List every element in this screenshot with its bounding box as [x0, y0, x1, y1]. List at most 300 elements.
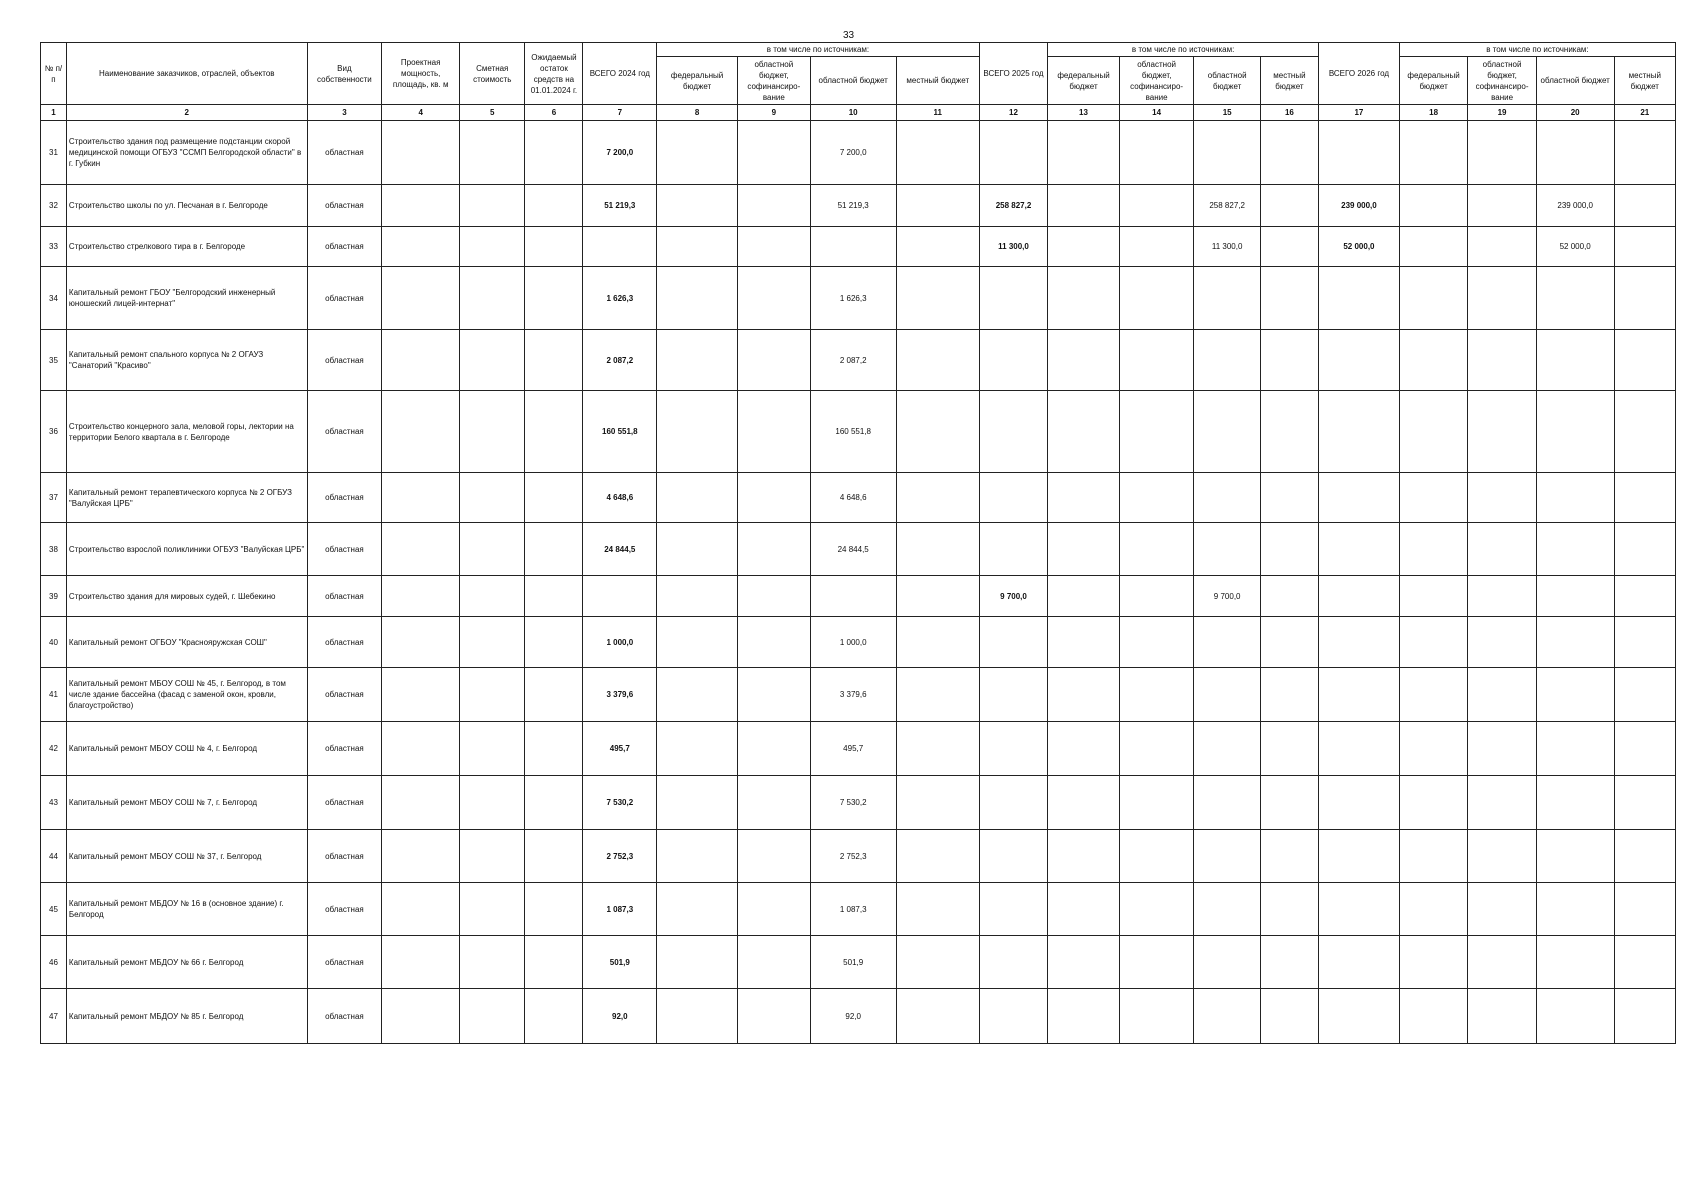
total-2024: 51 219,3: [583, 185, 657, 227]
table-row: [41, 267, 1676, 330]
local-2025: [1260, 936, 1318, 989]
local-2024: [896, 330, 979, 391]
regional-cofin-2024: [738, 121, 811, 185]
object-name: Капитальный ремонт терапевтического корпуса № 2 ОГБУЗ "Валуйская ЦРБ": [66, 473, 307, 523]
regional-2024: 92,0: [810, 989, 896, 1044]
regional-cofin-2025: [1119, 936, 1194, 989]
column-number: 10: [810, 105, 896, 121]
total-2024: 7 530,2: [583, 776, 657, 830]
regional-2024: 1 087,3: [810, 883, 896, 936]
regional-cofin-2025: [1119, 617, 1194, 668]
regional-2026: 52 000,0: [1536, 227, 1614, 267]
regional-2026: [1536, 267, 1614, 330]
regional-cofin-2025: [1119, 776, 1194, 830]
regional-cofin-2025: [1119, 523, 1194, 576]
regional-2025: [1194, 523, 1260, 576]
regional-2026: [1536, 121, 1614, 185]
object-name: Строительство здания для мировых судей, г. Шебекино: [66, 576, 307, 617]
remainder: [525, 523, 583, 576]
federal-2025: [1048, 330, 1120, 391]
federal-2026: [1399, 936, 1467, 989]
ownership-type: областная: [307, 722, 382, 776]
estimate-cost: [460, 330, 525, 391]
remainder: [525, 121, 583, 185]
column-number: 16: [1260, 105, 1318, 121]
regional-2025: [1194, 330, 1260, 391]
row-number: 33: [41, 227, 67, 267]
regional-cofin-2024: [738, 473, 811, 523]
federal-2025: [1048, 523, 1120, 576]
page-number: 33: [842, 30, 855, 41]
regional-cofin-2025: [1119, 576, 1194, 617]
total-2025: [979, 391, 1047, 473]
regional-2025: [1194, 617, 1260, 668]
column-number: 18: [1399, 105, 1467, 121]
total-2026: [1318, 267, 1399, 330]
federal-2026: [1399, 617, 1467, 668]
regional-2025: [1194, 121, 1260, 185]
estimate-cost: [460, 121, 525, 185]
regional-2024: 1 626,3: [810, 267, 896, 330]
row-number: 38: [41, 523, 67, 576]
total-2025: [979, 989, 1047, 1044]
local-2025: [1260, 391, 1318, 473]
regional-cofin-2026: [1468, 617, 1536, 668]
regional-2024: 4 648,6: [810, 473, 896, 523]
local-2026: [1614, 989, 1675, 1044]
regional-cofin-2025: [1119, 668, 1194, 722]
column-number: 3: [307, 105, 382, 121]
local-2025: [1260, 883, 1318, 936]
regional-2024: 7 200,0: [810, 121, 896, 185]
table-row: [41, 330, 1676, 391]
total-2026: [1318, 722, 1399, 776]
regional-cofin-2026: [1468, 330, 1536, 391]
federal-2024: [657, 668, 738, 722]
capacity: [382, 668, 460, 722]
regional-cofin-2025: [1119, 473, 1194, 523]
regional-cofin-2026: [1468, 227, 1536, 267]
federal-2025: [1048, 473, 1120, 523]
federal-2025: [1048, 668, 1120, 722]
ownership-type: областная: [307, 936, 382, 989]
local-2024: [896, 776, 979, 830]
local-2026: [1614, 830, 1675, 883]
total-2024: 1 000,0: [583, 617, 657, 668]
federal-2026: [1399, 267, 1467, 330]
local-2026: [1614, 121, 1675, 185]
header-federal-2026: федеральный бюджет: [1399, 57, 1467, 105]
regional-2024: 1 000,0: [810, 617, 896, 668]
federal-2026: [1399, 473, 1467, 523]
regional-cofin-2024: [738, 989, 811, 1044]
federal-2024: [657, 185, 738, 227]
regional-cofin-2025: [1119, 227, 1194, 267]
regional-2026: [1536, 473, 1614, 523]
capacity: [382, 121, 460, 185]
local-2024: [896, 830, 979, 883]
total-2024: 495,7: [583, 722, 657, 776]
estimate-cost: [460, 830, 525, 883]
total-2026: [1318, 830, 1399, 883]
regional-cofin-2024: [738, 185, 811, 227]
investment-table: [40, 42, 1676, 1044]
object-name: Строительство здания под размещение подстанции скорой медицинской помощи ОГБУЗ "ССМП Белгородской области" в г. Губкин: [66, 121, 307, 185]
regional-2025: [1194, 936, 1260, 989]
ownership-type: областная: [307, 330, 382, 391]
local-2026: [1614, 523, 1675, 576]
header-regional-cofin-2026: областной бюджет, софинансиро-вание: [1468, 57, 1536, 105]
regional-2024: [810, 227, 896, 267]
local-2024: [896, 936, 979, 989]
capacity: [382, 185, 460, 227]
regional-2026: [1536, 936, 1614, 989]
local-2026: [1614, 776, 1675, 830]
estimate-cost: [460, 936, 525, 989]
estimate-cost: [460, 576, 525, 617]
header-local-2024: местный бюджет: [896, 57, 979, 105]
remainder: [525, 391, 583, 473]
total-2025: [979, 267, 1047, 330]
ownership-type: областная: [307, 989, 382, 1044]
column-number: 4: [382, 105, 460, 121]
regional-cofin-2024: [738, 722, 811, 776]
table-body: [41, 105, 1676, 1044]
header-regional-2025: областной бюджет: [1194, 57, 1260, 105]
row-number: 31: [41, 121, 67, 185]
total-2026: [1318, 121, 1399, 185]
estimate-cost: [460, 391, 525, 473]
local-2026: [1614, 668, 1675, 722]
row-number: 42: [41, 722, 67, 776]
estimate-cost: [460, 523, 525, 576]
federal-2024: [657, 883, 738, 936]
estimate-cost: [460, 617, 525, 668]
total-2024: 3 379,6: [583, 668, 657, 722]
local-2026: [1614, 576, 1675, 617]
federal-2024: [657, 936, 738, 989]
regional-cofin-2025: [1119, 267, 1194, 330]
regional-2025: [1194, 668, 1260, 722]
total-2025: [979, 668, 1047, 722]
total-2025: [979, 776, 1047, 830]
local-2025: [1260, 330, 1318, 391]
total-2026: [1318, 523, 1399, 576]
table-row: [41, 989, 1676, 1044]
federal-2026: [1399, 227, 1467, 267]
remainder: [525, 776, 583, 830]
table-row: [41, 185, 1676, 227]
regional-cofin-2024: [738, 776, 811, 830]
row-number: 47: [41, 989, 67, 1044]
table-row: [41, 121, 1676, 185]
row-number: 37: [41, 473, 67, 523]
local-2024: [896, 722, 979, 776]
ownership-type: областная: [307, 523, 382, 576]
federal-2025: [1048, 391, 1120, 473]
regional-2025: [1194, 989, 1260, 1044]
regional-cofin-2026: [1468, 473, 1536, 523]
regional-cofin-2026: [1468, 523, 1536, 576]
header-total-2024: ВСЕГО 2024 год: [583, 43, 657, 105]
local-2024: [896, 617, 979, 668]
local-2025: [1260, 668, 1318, 722]
local-2025: [1260, 185, 1318, 227]
estimate-cost: [460, 227, 525, 267]
local-2026: [1614, 185, 1675, 227]
local-2026: [1614, 330, 1675, 391]
federal-2024: [657, 617, 738, 668]
header-name: Наименование заказчиков, отраслей, объектов: [66, 43, 307, 105]
regional-cofin-2024: [738, 830, 811, 883]
column-number: 21: [1614, 105, 1675, 121]
total-2024: 4 648,6: [583, 473, 657, 523]
total-2024: 1 626,3: [583, 267, 657, 330]
federal-2025: [1048, 267, 1120, 330]
local-2024: [896, 121, 979, 185]
local-2025: [1260, 121, 1318, 185]
total-2025: 11 300,0: [979, 227, 1047, 267]
federal-2025: [1048, 936, 1120, 989]
estimate-cost: [460, 473, 525, 523]
total-2025: [979, 830, 1047, 883]
regional-cofin-2024: [738, 668, 811, 722]
header-total-2026: ВСЕГО 2026 год: [1318, 43, 1399, 105]
header-sources-2025: в том числе по источникам:: [1048, 43, 1319, 57]
total-2024: 2 752,3: [583, 830, 657, 883]
total-2024: 501,9: [583, 936, 657, 989]
table-row: [41, 668, 1676, 722]
total-2024: [583, 576, 657, 617]
local-2026: [1614, 267, 1675, 330]
regional-2026: [1536, 523, 1614, 576]
total-2026: [1318, 668, 1399, 722]
regional-cofin-2026: [1468, 185, 1536, 227]
regional-cofin-2026: [1468, 722, 1536, 776]
total-2026: 52 000,0: [1318, 227, 1399, 267]
row-number: 39: [41, 576, 67, 617]
header-no: № п/п: [41, 43, 67, 105]
regional-cofin-2026: [1468, 668, 1536, 722]
regional-cofin-2026: [1468, 830, 1536, 883]
local-2026: [1614, 617, 1675, 668]
regional-2025: [1194, 473, 1260, 523]
local-2024: [896, 473, 979, 523]
local-2024: [896, 668, 979, 722]
federal-2026: [1399, 883, 1467, 936]
capacity: [382, 391, 460, 473]
remainder: [525, 668, 583, 722]
object-name: Капитальный ремонт МБДОУ № 16 в (основное здание) г. Белгород: [66, 883, 307, 936]
total-2026: 239 000,0: [1318, 185, 1399, 227]
object-name: Строительство взрослой поликлиники ОГБУЗ "Валуйская ЦРБ": [66, 523, 307, 576]
regional-2026: [1536, 391, 1614, 473]
table-row: [41, 523, 1676, 576]
table-row: [41, 473, 1676, 523]
total-2026: [1318, 473, 1399, 523]
ownership-type: областная: [307, 883, 382, 936]
federal-2026: [1399, 722, 1467, 776]
header-total-2025: ВСЕГО 2025 год: [979, 43, 1047, 105]
regional-cofin-2026: [1468, 936, 1536, 989]
federal-2026: [1399, 523, 1467, 576]
ownership-type: областная: [307, 227, 382, 267]
total-2026: [1318, 576, 1399, 617]
remainder: [525, 936, 583, 989]
local-2026: [1614, 391, 1675, 473]
local-2025: [1260, 523, 1318, 576]
federal-2024: [657, 830, 738, 883]
remainder: [525, 330, 583, 391]
regional-cofin-2025: [1119, 722, 1194, 776]
federal-2026: [1399, 121, 1467, 185]
federal-2026: [1399, 989, 1467, 1044]
regional-2024: 501,9: [810, 936, 896, 989]
table-row: [41, 227, 1676, 267]
regional-cofin-2026: [1468, 267, 1536, 330]
ownership-type: областная: [307, 576, 382, 617]
object-name: Капитальный ремонт МБДОУ № 85 г. Белгород: [66, 989, 307, 1044]
table-row: [41, 830, 1676, 883]
header-regional-2026: областной бюджет: [1536, 57, 1614, 105]
regional-2025: [1194, 267, 1260, 330]
table-row: [41, 617, 1676, 668]
federal-2025: [1048, 617, 1120, 668]
object-name: Строительство концерного зала, меловой горы, лектории на территории Белого квартала в г. Белгороде: [66, 391, 307, 473]
regional-2024: 160 551,8: [810, 391, 896, 473]
capacity: [382, 830, 460, 883]
regional-cofin-2026: [1468, 121, 1536, 185]
local-2025: [1260, 267, 1318, 330]
local-2026: [1614, 883, 1675, 936]
regional-2026: [1536, 668, 1614, 722]
row-number: 35: [41, 330, 67, 391]
regional-cofin-2024: [738, 936, 811, 989]
regional-cofin-2025: [1119, 121, 1194, 185]
row-number: 43: [41, 776, 67, 830]
total-2026: [1318, 776, 1399, 830]
regional-2026: [1536, 883, 1614, 936]
local-2024: [896, 227, 979, 267]
object-name: Строительство стрелкового тира в г. Белгороде: [66, 227, 307, 267]
regional-2024: 495,7: [810, 722, 896, 776]
regional-cofin-2024: [738, 617, 811, 668]
federal-2024: [657, 523, 738, 576]
federal-2024: [657, 989, 738, 1044]
local-2025: [1260, 989, 1318, 1044]
table-row: [41, 391, 1676, 473]
total-2025: [979, 883, 1047, 936]
column-number: 1: [41, 105, 67, 121]
total-2024: 1 087,3: [583, 883, 657, 936]
header-regional-cofin-2024: областной бюджет, софинансиро-вание: [738, 57, 811, 105]
header-local-2026: местный бюджет: [1614, 57, 1675, 105]
local-2025: [1260, 473, 1318, 523]
column-number: 17: [1318, 105, 1399, 121]
total-2026: [1318, 989, 1399, 1044]
federal-2026: [1399, 776, 1467, 830]
regional-2024: 3 379,6: [810, 668, 896, 722]
federal-2026: [1399, 330, 1467, 391]
remainder: [525, 617, 583, 668]
local-2024: [896, 267, 979, 330]
regional-cofin-2026: [1468, 576, 1536, 617]
federal-2026: [1399, 576, 1467, 617]
local-2024: [896, 883, 979, 936]
row-number: 40: [41, 617, 67, 668]
object-name: Капитальный ремонт спального корпуса № 2 ОГАУЗ "Санаторий "Красиво": [66, 330, 307, 391]
column-number: 13: [1048, 105, 1120, 121]
regional-cofin-2024: [738, 883, 811, 936]
federal-2024: [657, 776, 738, 830]
table-header: [41, 43, 1676, 105]
regional-cofin-2025: [1119, 391, 1194, 473]
federal-2026: [1399, 391, 1467, 473]
capacity: [382, 617, 460, 668]
table-row: [41, 883, 1676, 936]
regional-cofin-2024: [738, 267, 811, 330]
total-2025: [979, 523, 1047, 576]
regional-cofin-2024: [738, 576, 811, 617]
total-2024: [583, 227, 657, 267]
regional-2025: [1194, 883, 1260, 936]
header-federal-2024: федеральный бюджет: [657, 57, 738, 105]
capacity: [382, 722, 460, 776]
capacity: [382, 576, 460, 617]
total-2024: 160 551,8: [583, 391, 657, 473]
ownership-type: областная: [307, 267, 382, 330]
row-number: 34: [41, 267, 67, 330]
ownership-type: областная: [307, 830, 382, 883]
federal-2026: [1399, 668, 1467, 722]
local-2025: [1260, 576, 1318, 617]
estimate-cost: [460, 185, 525, 227]
total-2025: 258 827,2: [979, 185, 1047, 227]
object-name: Капитальный ремонт ГБОУ "Белгородский инженерный юношеский лицей-интернат": [66, 267, 307, 330]
remainder: [525, 267, 583, 330]
regional-cofin-2024: [738, 523, 811, 576]
column-number: 6: [525, 105, 583, 121]
federal-2025: [1048, 830, 1120, 883]
column-number: 12: [979, 105, 1047, 121]
row-number: 41: [41, 668, 67, 722]
regional-2026: [1536, 617, 1614, 668]
remainder: [525, 185, 583, 227]
remainder: [525, 989, 583, 1044]
column-number: 2: [66, 105, 307, 121]
table-row: [41, 722, 1676, 776]
total-2026: [1318, 936, 1399, 989]
regional-cofin-2025: [1119, 830, 1194, 883]
object-name: Капитальный ремонт ОГБОУ "Краснояружская СОШ": [66, 617, 307, 668]
header-regional-cofin-2025: областной бюджет, софинансиро-вание: [1119, 57, 1194, 105]
regional-2024: 24 844,5: [810, 523, 896, 576]
local-2024: [896, 185, 979, 227]
regional-2026: [1536, 830, 1614, 883]
local-2025: [1260, 776, 1318, 830]
regional-2024: 2 087,2: [810, 330, 896, 391]
regional-cofin-2024: [738, 330, 811, 391]
column-number: 19: [1468, 105, 1536, 121]
column-number: 15: [1194, 105, 1260, 121]
object-name: Капитальный ремонт МБДОУ № 66 г. Белгород: [66, 936, 307, 989]
header-remainder: Ожидаемый остаток средств на 01.01.2024 г.: [525, 43, 583, 105]
local-2025: [1260, 617, 1318, 668]
column-number: 9: [738, 105, 811, 121]
regional-cofin-2024: [738, 227, 811, 267]
total-2024: 24 844,5: [583, 523, 657, 576]
regional-2025: 258 827,2: [1194, 185, 1260, 227]
